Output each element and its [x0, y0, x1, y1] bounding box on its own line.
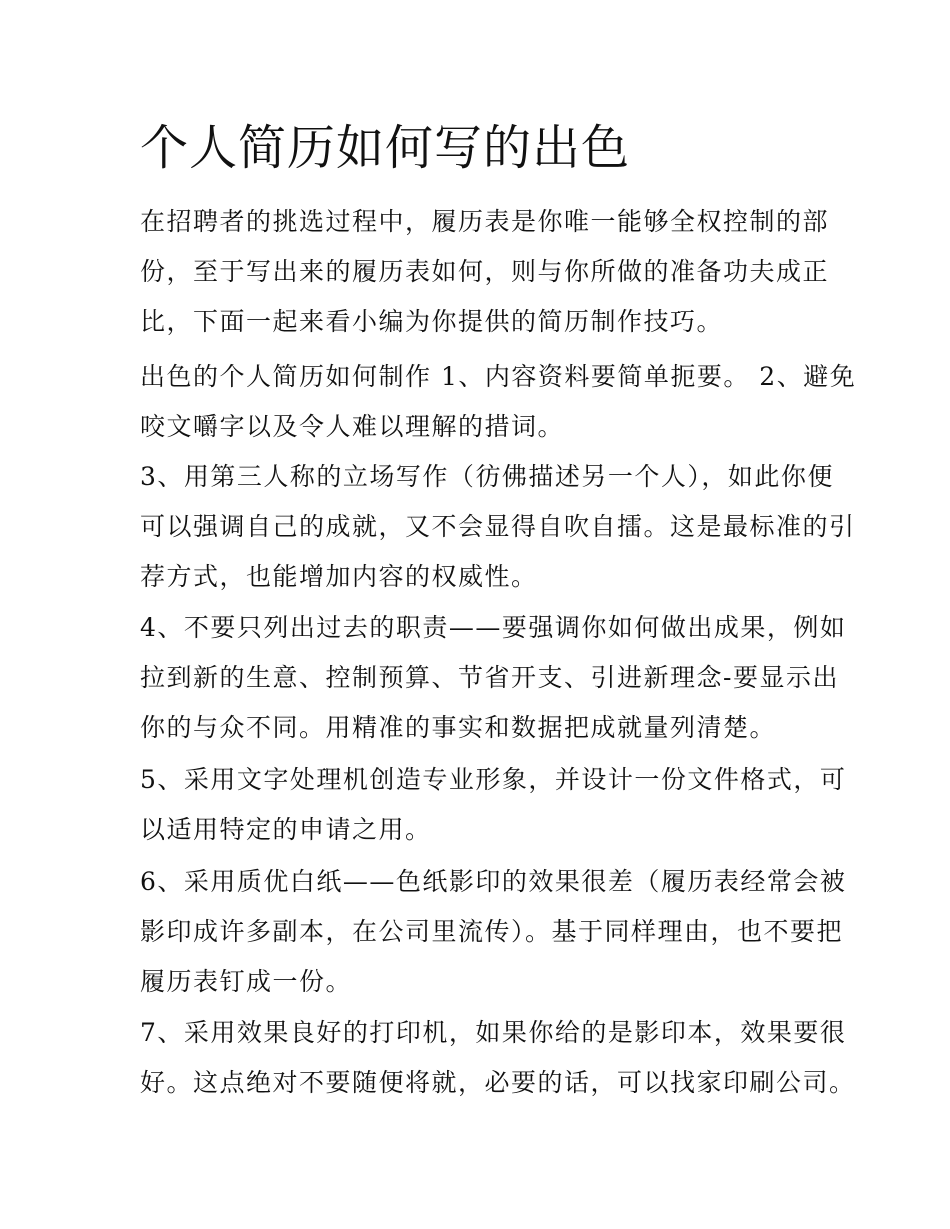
- text-line: 荐方式，也能增加内容的权威性。: [140, 562, 538, 591]
- text-line: 出色的个人简历如何制作 1、内容资料要简单扼要。 2、避免: [140, 362, 857, 391]
- text-line: 3、用第三人称的立场写作（彷佛描述另一个人），如此你便: [140, 462, 834, 491]
- text-line: 你的与众不同。用精准的事实和数据把成就量列清楚。: [140, 713, 777, 742]
- text-line: 以适用特定的申请之用。: [140, 815, 432, 844]
- text-line: 4、不要只列出过去的职责——要强调你如何做出成果，例如: [140, 613, 847, 642]
- text-line: 好。这点绝对不要随便将就，必要的话，可以找家印刷公司。: [140, 1068, 856, 1097]
- text-line: 7、采用效果良好的打印机，如果你给的是影印本，效果要很: [140, 1018, 847, 1047]
- text-line: 拉到新的生意、控制预算、节省开支、引进新理念-要显示出: [140, 663, 839, 692]
- text-line: 影印成许多副本，在公司里流传）。基于同样理由，也不要把: [140, 917, 844, 946]
- text-line: 比，下面一起来看小编为你提供的简历制作技巧。: [140, 307, 724, 336]
- text-line: 履历表钉成一份。: [140, 967, 353, 996]
- text-line: 在招聘者的挑选过程中，履历表是你唯一能够全权控制的部: [140, 207, 830, 236]
- text-line: 咬文嚼字以及令人难以理解的措词。: [140, 412, 565, 441]
- text-line: 5、采用文字处理机创造专业形象，并设计一份文件格式，可: [140, 765, 847, 794]
- document-title: 个人简历如何写的出色: [140, 120, 631, 176]
- text-line: 6、采用质优白纸——色纸影印的效果很差（履历表经常会被: [140, 867, 847, 896]
- text-line: 可以强调自己的成就，又不会显得自吹自擂。这是最标准的引: [140, 512, 856, 541]
- text-line: 份，至于写出来的履历表如何，则与你所做的准备功夫成正: [140, 257, 830, 286]
